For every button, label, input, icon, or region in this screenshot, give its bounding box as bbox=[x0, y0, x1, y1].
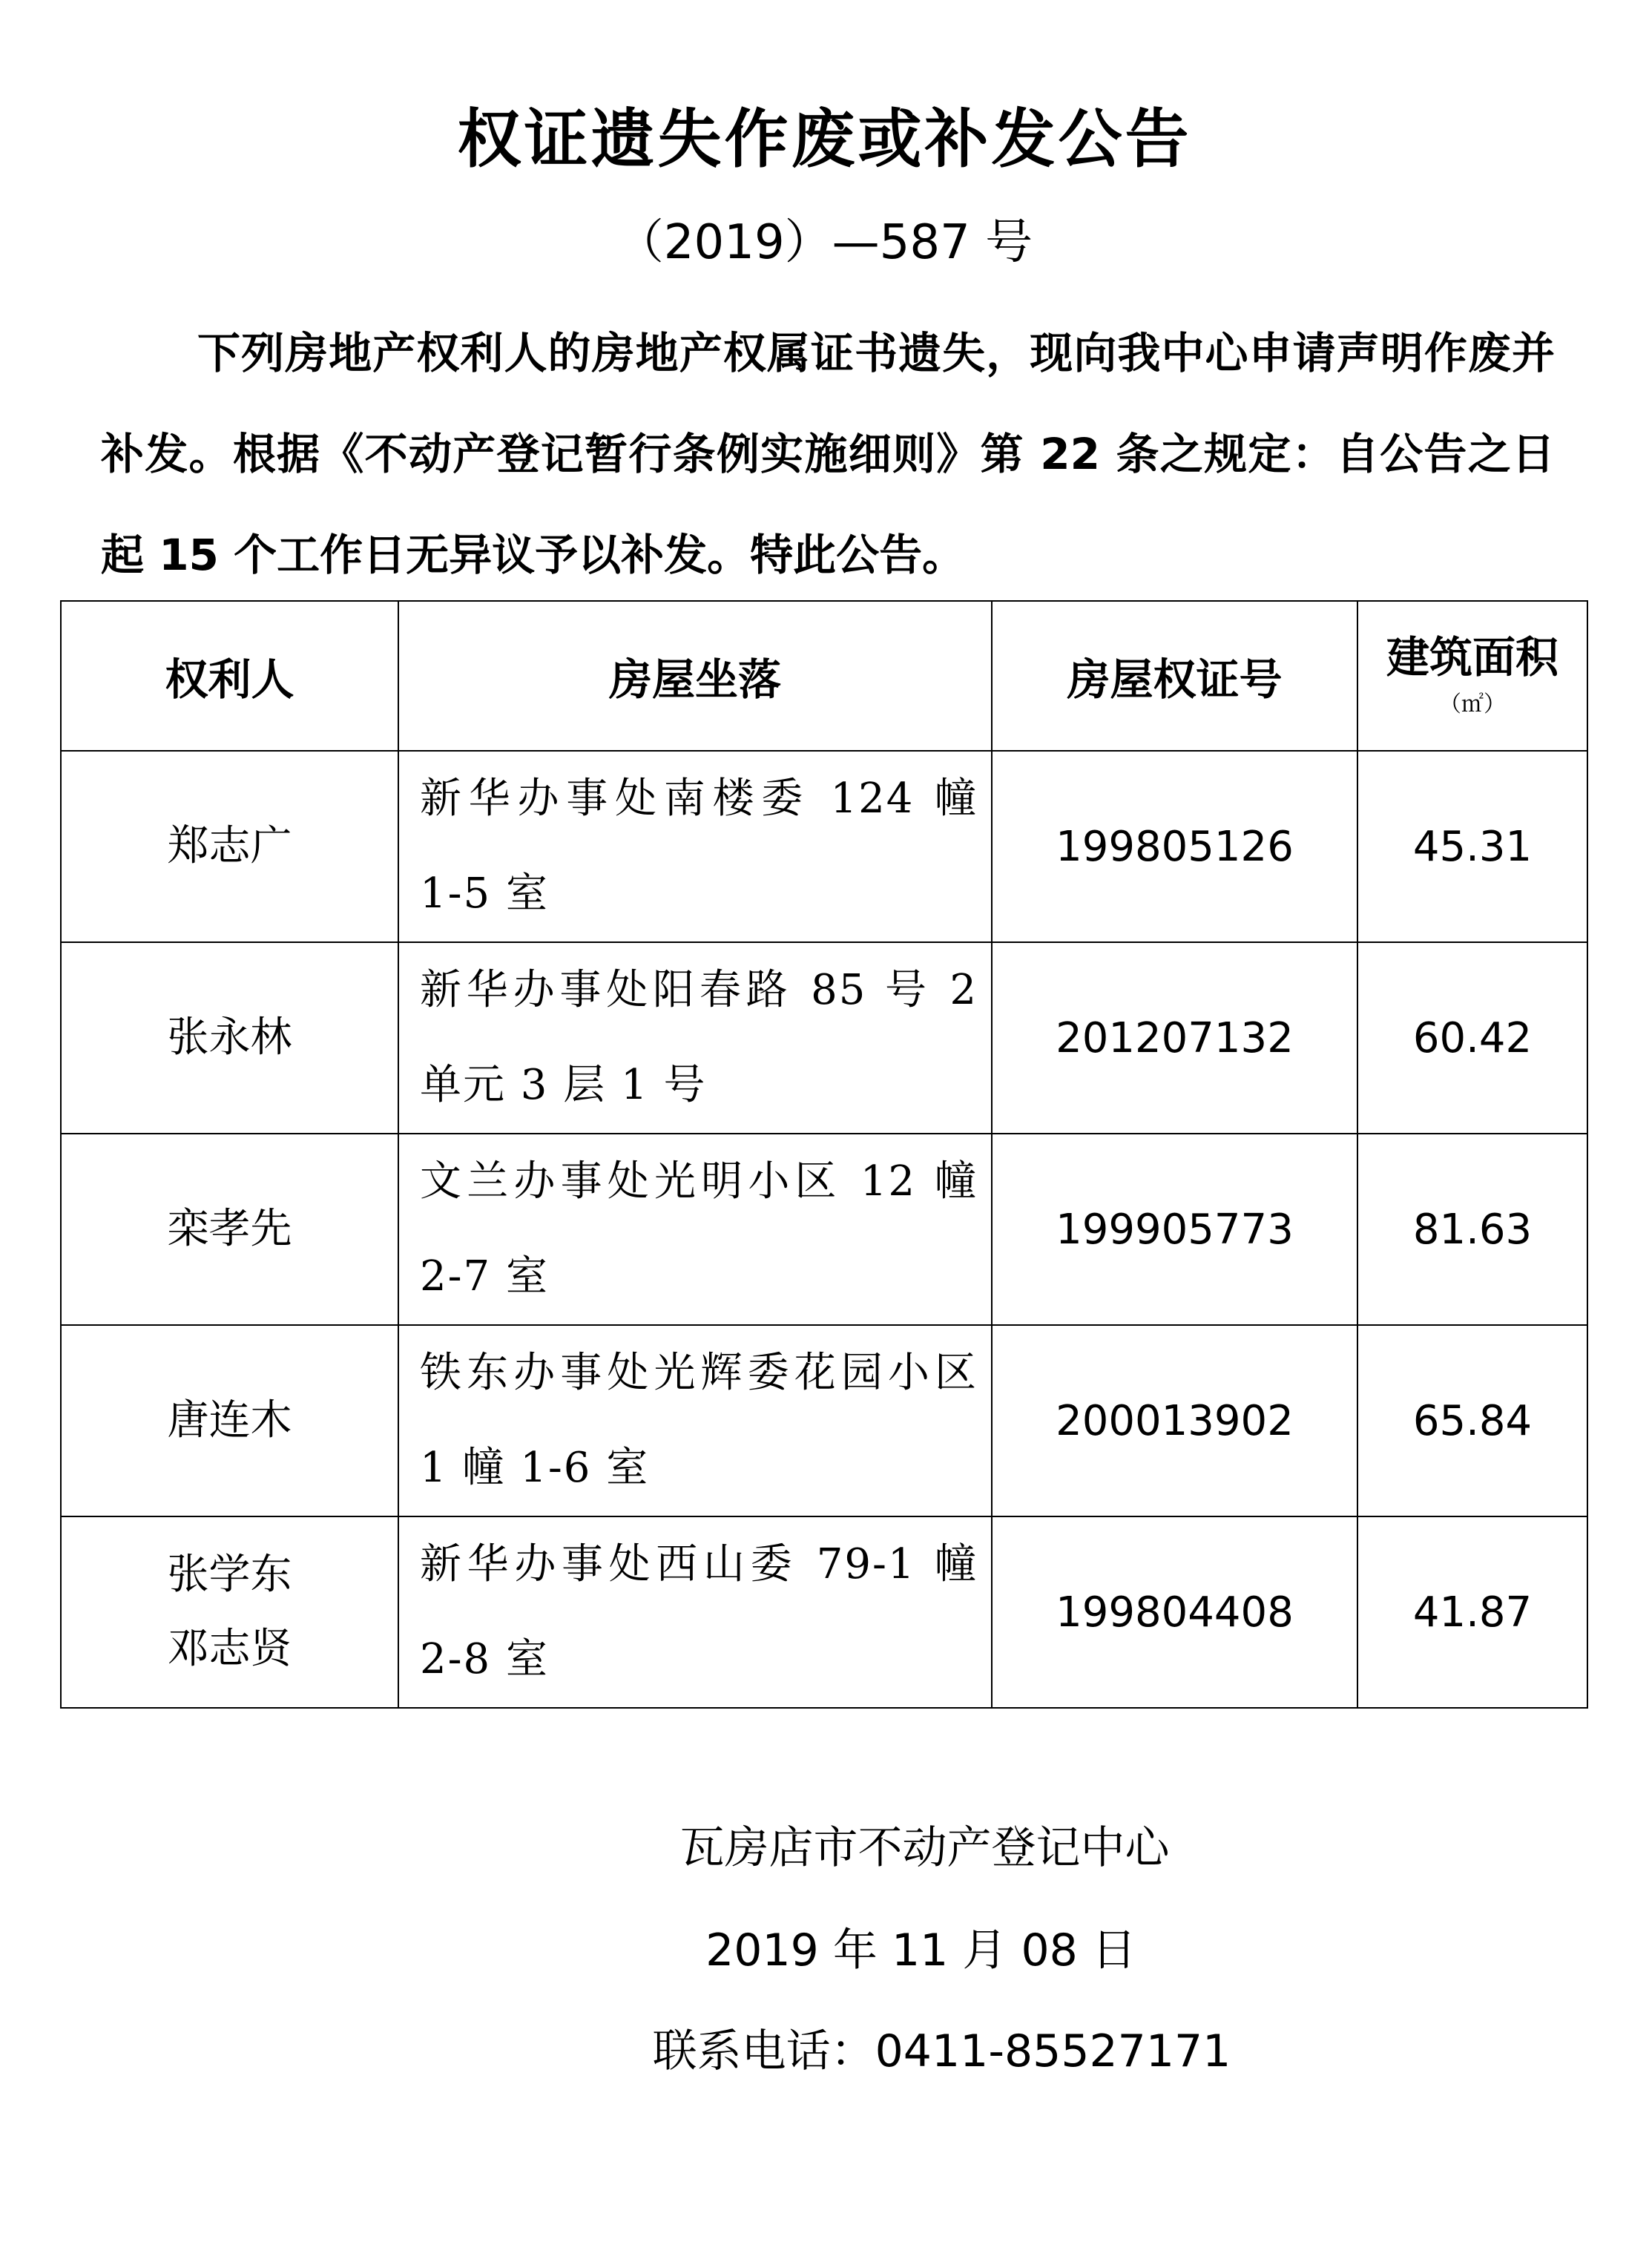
owner-name: 张永林 bbox=[167, 1013, 292, 1062]
area-cell: 65.84 bbox=[1357, 1325, 1587, 1516]
certificate-cell: 199804408 bbox=[992, 1516, 1357, 1708]
location-cell: 新华办事处阳春路 85 号 2 单元 3 层 1 号 bbox=[398, 942, 992, 1134]
owner-cell bbox=[61, 751, 398, 942]
table-header-row bbox=[61, 601, 1587, 751]
issuing-organization: 瓦房店市不动产登记中心 bbox=[679, 1822, 1170, 1874]
header-location: 房屋坐落 bbox=[398, 601, 992, 751]
certificate-cell: 199805126 bbox=[992, 751, 1357, 942]
header-certificate: 房屋权证号 bbox=[992, 601, 1357, 751]
document-number: （2019）—587 号 bbox=[616, 215, 1033, 270]
location-cell: 文兰办事处光明小区 12 幢 2-7 室 bbox=[398, 1134, 992, 1325]
location-cell: 新华办事处西山委 79-1 幢 2-8 室 bbox=[398, 1516, 992, 1708]
contact-phone: 联系电话：0411-85527171 bbox=[652, 2025, 1231, 2077]
owner-cell bbox=[61, 1516, 398, 1708]
certificate-cell: 201207132 bbox=[992, 942, 1357, 1134]
owner-name: 邓志贤 bbox=[167, 1625, 292, 1673]
table-row bbox=[61, 1325, 1587, 1516]
table-row bbox=[61, 1516, 1587, 1708]
owner-name: 唐连木 bbox=[167, 1396, 292, 1444]
owner-cell bbox=[61, 1134, 398, 1325]
area-cell: 45.31 bbox=[1357, 751, 1587, 942]
header-area bbox=[1357, 601, 1587, 751]
area-cell: 60.42 bbox=[1357, 942, 1587, 1134]
table-row bbox=[61, 942, 1587, 1134]
location-cell: 新华办事处南楼委 124 幢 1-5 室 bbox=[398, 751, 992, 942]
certificate-cell: 199905773 bbox=[992, 1134, 1357, 1325]
notice-title: 权证遗失作废或补发公告 bbox=[457, 102, 1192, 177]
location-cell: 铁东办事处光辉委花园小区 1 幢 1-6 室 bbox=[398, 1325, 992, 1516]
owner-name: 郑志广 bbox=[167, 822, 292, 870]
owner-name: 栾孝先 bbox=[167, 1205, 292, 1253]
owner-cell bbox=[61, 942, 398, 1134]
area-cell: 81.63 bbox=[1357, 1134, 1587, 1325]
header-owner: 权利人 bbox=[61, 601, 398, 751]
certificate-cell: 200013902 bbox=[992, 1325, 1357, 1516]
table-row bbox=[61, 1134, 1587, 1325]
header-area-label: 建筑面积 bbox=[1386, 632, 1559, 683]
owner-name: 张学东 bbox=[167, 1551, 292, 1599]
owner-cell bbox=[61, 1325, 398, 1516]
records-table bbox=[60, 600, 1588, 1709]
notice-paragraph: 下列房地产权利人的房地产权属证书遗失，现向我中心申请声明作废并补发。根据《不动产登记暂行条例实施细则》第 22 条之规定：自公告之日起 15 个工作日无异议予以补发。特此公告。 bbox=[101, 328, 1555, 580]
issue-date: 2019 年 11 月 08 日 bbox=[705, 1924, 1136, 1976]
header-area-unit: （㎡） bbox=[1439, 691, 1506, 717]
area-cell: 41.87 bbox=[1357, 1516, 1587, 1708]
table-row bbox=[61, 751, 1587, 942]
